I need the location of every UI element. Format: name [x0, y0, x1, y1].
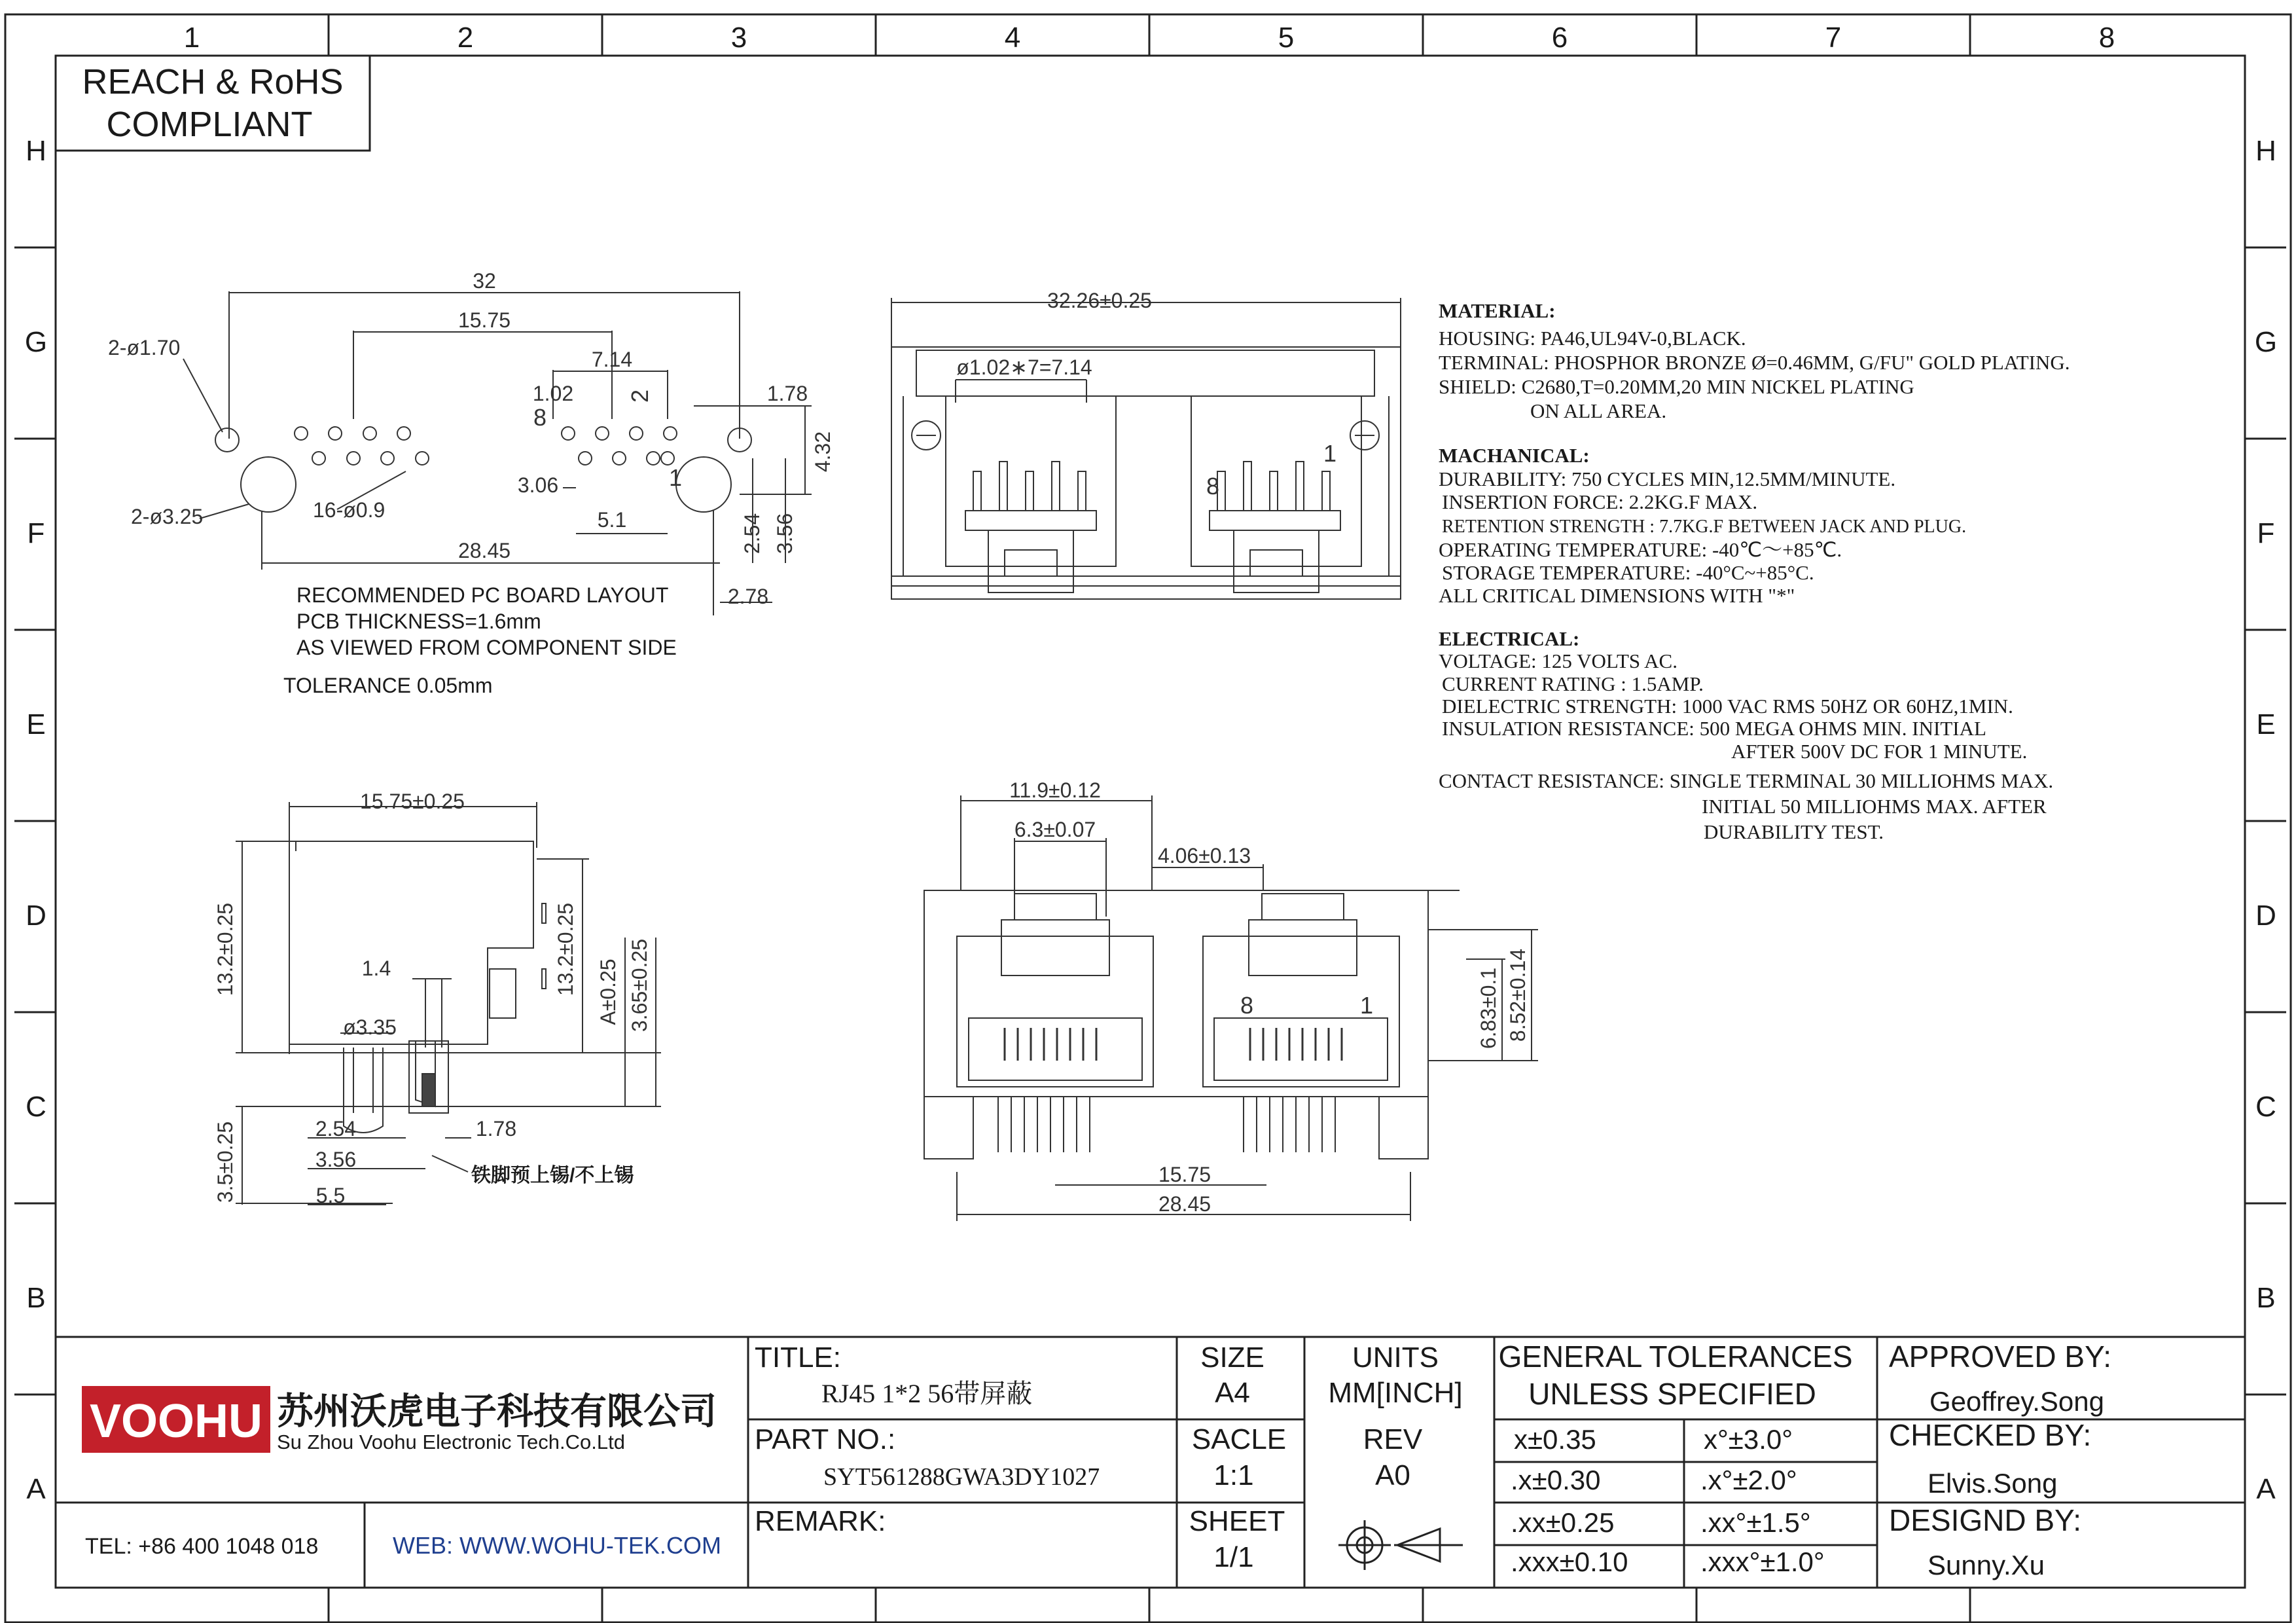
tol-linear-2: .xx±0.25	[1511, 1507, 1615, 1538]
row-label-c-right: C	[2255, 1091, 2276, 1123]
col-label-3: 3	[730, 22, 747, 54]
spec-electrical-line-8: DURABILITY TEST.	[1704, 820, 1884, 843]
dim-pin-306: 3.06	[517, 473, 559, 497]
tol-linear-0: x±0.35	[1514, 1424, 1596, 1455]
side-tin-note: 铁脚预上锡/不上锡	[471, 1165, 634, 1186]
sheet-label: SHEET	[1189, 1505, 1285, 1537]
compliance-line2: COMPLIANT	[106, 105, 313, 144]
part-label: PART NO.:	[755, 1423, 896, 1455]
col-label-7: 7	[1825, 22, 1842, 54]
tol-angular-3: .xxx°±1.0°	[1700, 1546, 1825, 1577]
size-value: A4	[1215, 1377, 1250, 1409]
spec-mechanical-line-6: ALL CRITICAL DIMENSIONS WITH "*"	[1439, 584, 1795, 607]
spec-material-line-3: SHIELD: C2680,T=0.20MM,20 MIN NICKEL PLATING	[1439, 375, 1914, 398]
row-label-g-right: G	[2254, 326, 2278, 358]
title-label: TITLE:	[755, 1341, 842, 1374]
part-value: SYT561288GWA3DY1027	[823, 1463, 1100, 1491]
tolerances-header-2: UNLESS SPECIFIED	[1528, 1377, 1816, 1411]
pcb-pin-2-label: 2	[626, 389, 653, 403]
dim-front-1575: 15.75	[1158, 1163, 1211, 1186]
dim-top-width: 32.26±0.25	[1047, 289, 1152, 312]
pcb-pin-8-label: 8	[533, 404, 547, 431]
row-label-d-right: D	[2255, 900, 2276, 932]
size-label: SIZE	[1200, 1341, 1265, 1374]
company-cn: 苏州沃虎电子科技有限公司	[277, 1391, 717, 1432]
callout-small-holes: 2-ø1.70	[108, 336, 181, 359]
front-pin-8-label: 8	[1240, 992, 1254, 1019]
pcb-note-2: PCB THICKNESS=1.6mm	[296, 610, 541, 633]
dim-shield-278: 2.78	[727, 585, 769, 608]
dim-front-2845: 28.45	[1158, 1192, 1211, 1216]
spec-electrical-line-7: INITIAL 50 MILLIOHMS MAX. AFTER	[1702, 795, 2047, 818]
rev-label: REV	[1363, 1423, 1423, 1455]
company-en: Su Zhou Voohu Electronic Tech.Co.Ltd	[277, 1431, 625, 1453]
spec-mechanical-heading: MACHANICAL:	[1439, 444, 1590, 467]
row-label-b-left: B	[26, 1282, 46, 1314]
company-tel: TEL: +86 400 1048 018	[85, 1534, 319, 1559]
dim-top-pitch: ø1.02∗7=7.14	[956, 356, 1092, 379]
dim-side-a: A±0.25	[596, 958, 620, 1025]
spec-electrical-line-5: AFTER 500V DC FOR 1 MINUTE.	[1731, 740, 2028, 763]
outer-frame	[5, 14, 2291, 1622]
remark-label: REMARK:	[755, 1505, 886, 1537]
tol-linear-3: .xxx±0.10	[1511, 1546, 1628, 1577]
row-label-c-left: C	[26, 1091, 46, 1123]
col-label-6: 6	[1551, 22, 1568, 54]
dim-hole-356: 3.56	[773, 513, 797, 555]
dim-side-55: 5.5	[315, 1184, 346, 1207]
col-label-8: 8	[2098, 22, 2115, 54]
callout-pins: 16-ø0.9	[313, 498, 386, 522]
dim-side-below: 3.5±0.25	[213, 1121, 237, 1203]
row-label-f-right: F	[2257, 517, 2275, 549]
tolerances-header-1: GENERAL TOLERANCES	[1498, 1340, 1853, 1374]
design-value: Sunny.Xu	[1928, 1550, 2045, 1580]
col-label-5: 5	[1278, 22, 1295, 54]
dim-side-365: 3.65±0.25	[628, 938, 651, 1032]
front-pin-1-label: 1	[1360, 992, 1374, 1019]
rev-value: A0	[1375, 1459, 1410, 1491]
spec-mechanical-line-3: RETENTION STRENGTH : 7.7KG.F BETWEEN JACK AND PLUG.	[1442, 517, 1967, 537]
spec-electrical-heading: ELECTRICAL:	[1439, 627, 1580, 650]
row-label-g-left: G	[24, 326, 48, 358]
row-ticks	[14, 247, 2286, 1395]
dim-front-852: 8.52±0.14	[1506, 948, 1530, 1042]
row-label-f-left: F	[27, 517, 45, 549]
dim-front-406: 4.06±0.13	[1157, 844, 1251, 867]
spec-electrical-line-6: CONTACT RESISTANCE: SINGLE TERMINAL 30 MILLIOHMS MAX.	[1439, 769, 2054, 792]
compliance-line1: REACH & RoHS	[82, 62, 344, 101]
dim-side-14: 1.4	[361, 957, 391, 980]
pcb-note-3: AS VIEWED FROM COMPONENT SIDE	[296, 636, 677, 659]
col-label-4: 4	[1004, 22, 1021, 54]
col-label-2: 2	[457, 22, 474, 54]
design-label: DESIGND BY:	[1889, 1503, 2081, 1537]
units-label: UNITS	[1352, 1341, 1439, 1374]
dim-side-height-left: 13.2±0.25	[213, 902, 237, 996]
dim-pin-51: 5.1	[597, 508, 627, 532]
tol-angular-2: .xx°±1.5°	[1700, 1507, 1811, 1538]
callout-large-holes: 2-ø3.25	[131, 505, 204, 528]
scale-value: 1:1	[1213, 1459, 1254, 1491]
dim-side-178: 1.78	[475, 1117, 517, 1140]
dim-front-683: 6.83±0.1	[1477, 967, 1500, 1049]
title-value: RJ45 1*2 56带屏蔽	[821, 1379, 1033, 1408]
dim-mount-span: 28.45	[457, 539, 511, 562]
spec-electrical-line-3: DIELECTRIC STRENGTH: 1000 VAC RMS 50HZ OR 60HZ,1MIN.	[1442, 695, 2013, 718]
dim-pitch-span: 7.14	[591, 348, 633, 371]
tol-angular-0: x°±3.0°	[1704, 1424, 1793, 1455]
third-angle-projection-icon	[1338, 1520, 1463, 1570]
row-label-b-right: B	[2256, 1282, 2276, 1314]
approved-label: APPROVED BY:	[1889, 1340, 2112, 1374]
dim-row-span: 15.75	[457, 308, 511, 332]
tol-angular-1: .x°±2.0°	[1700, 1465, 1797, 1495]
row-label-h-right: H	[2255, 135, 2276, 167]
dim-side-356: 3.56	[315, 1148, 357, 1171]
units-value: MM[INCH]	[1328, 1377, 1463, 1409]
row-label-h-left: H	[26, 135, 46, 167]
row-label-a-right: A	[2256, 1473, 2276, 1505]
dim-hole-254: 2.54	[740, 513, 764, 555]
sheet-value: 1/1	[1213, 1541, 1254, 1573]
checked-label: CHECKED BY:	[1889, 1418, 2092, 1452]
dim-side-depth: 15.75±0.25	[360, 790, 465, 813]
spec-material-line-4: ON ALL AREA.	[1530, 399, 1667, 422]
spec-electrical-line-4: INSULATION RESISTANCE: 500 MEGA OHMS MIN. INITIAL	[1442, 717, 1986, 740]
approved-value: Geoffrey.Song	[1929, 1386, 2104, 1417]
dim-offset-178: 1.78	[766, 382, 808, 405]
dim-side-height-right: 13.2±0.25	[554, 902, 577, 996]
spec-material-line-2: TERMINAL: PHOSPHOR BRONZE Ø=0.46MM, G/FU" GOLD PLATING.	[1439, 351, 2070, 374]
spec-mechanical-line-5: STORAGE TEMPERATURE: -40°C~+85°C.	[1442, 561, 1814, 584]
spec-mechanical-line-4: OPERATING TEMPERATURE: -40℃～+85℃.	[1439, 538, 1842, 561]
pcb-layout-view	[183, 291, 812, 615]
dim-height-432: 4.32	[811, 431, 834, 473]
title-block	[56, 1337, 2245, 1588]
spec-mechanical-line-1: DURABILITY: 750 CYCLES MIN,12.5MM/MINUTE.	[1439, 467, 1896, 490]
company-web: WEB: WWW.WOHU-TEK.COM	[393, 1532, 721, 1559]
spec-material-line-1: HOUSING: PA46,UL94V-0,BLACK.	[1439, 327, 1746, 350]
row-label-a-left: A	[26, 1473, 46, 1505]
voohu-logo-text: VOOHU	[89, 1395, 263, 1448]
top-pin-8-label: 8	[1206, 473, 1220, 500]
dim-front-63: 6.3±0.07	[1014, 818, 1096, 841]
checked-value: Elvis.Song	[1928, 1468, 2058, 1499]
spec-material-heading: MATERIAL:	[1439, 299, 1556, 322]
dim-overall-width: 32	[473, 269, 496, 293]
row-label-e-left: E	[26, 708, 46, 740]
tol-linear-1: .x±0.30	[1511, 1465, 1601, 1495]
pcb-note-1: RECOMMENDED PC BOARD LAYOUT	[296, 583, 669, 607]
pcb-tolerance: TOLERANCE 0.05mm	[283, 674, 493, 697]
top-pin-1-label: 1	[1323, 440, 1337, 467]
dim-side-254: 2.54	[315, 1117, 357, 1140]
spec-mechanical-line-2: INSERTION FORCE: 2.2KG.F MAX.	[1442, 490, 1758, 513]
dim-side-post: ø3.35	[343, 1015, 397, 1039]
dim-front-119: 11.9±0.12	[1009, 778, 1101, 802]
row-label-e-right: E	[2256, 708, 2276, 740]
spec-electrical-line-1: VOLTAGE: 125 VOLTS AC.	[1439, 649, 1677, 672]
spec-electrical-line-2: CURRENT RATING : 1.5AMP.	[1442, 672, 1704, 695]
row-label-d-left: D	[26, 900, 46, 932]
pcb-pin-1-label: 1	[669, 464, 683, 491]
dim-pitch-102: 1.02	[532, 382, 574, 405]
col-label-1: 1	[183, 22, 200, 54]
scale-label: SACLE	[1191, 1423, 1287, 1455]
